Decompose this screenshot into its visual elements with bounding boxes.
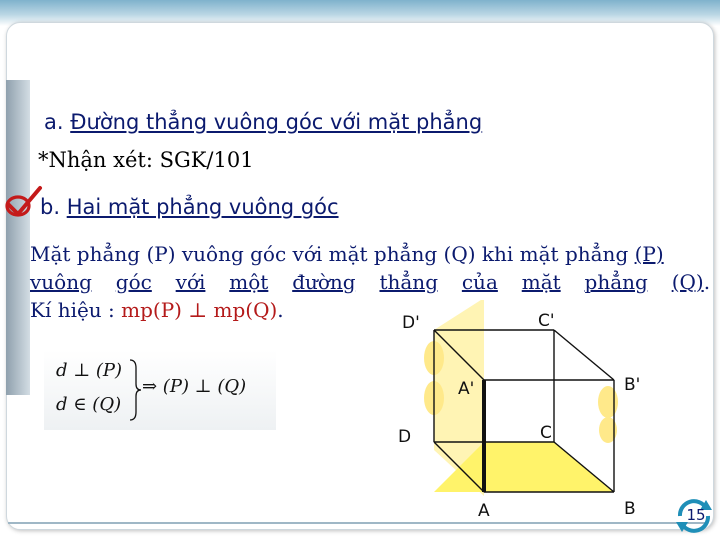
notation-formula: mp(P) ⊥ mp(Q): [121, 298, 278, 322]
vertex-label-d-prime: D': [402, 313, 420, 333]
formula-result: ⇒ (P) ⊥ (Q): [142, 376, 247, 397]
heading-b: [40, 195, 339, 219]
left-strip: [6, 80, 30, 395]
definition-word: góc: [115, 270, 152, 294]
heading-a-prefix: a.: [44, 110, 71, 134]
definition-word: phẳng: [584, 270, 648, 294]
vertex-label-c: C: [540, 423, 552, 443]
definition-word: thẳng: [379, 270, 438, 294]
vertex-label-b: B: [624, 499, 636, 519]
formula-box: [44, 350, 276, 430]
definition-word: của: [461, 270, 498, 294]
vertex-label-d: D: [398, 427, 412, 447]
checkmark-bullet-icon: [4, 184, 44, 222]
heading-b-text: Hai mặt phẳng vuông góc: [66, 195, 339, 219]
plane-shading-3: [598, 386, 618, 418]
definition-word: mặt: [521, 270, 561, 294]
heading-b-prefix: b.: [40, 195, 67, 219]
definition-word: đường: [292, 270, 356, 294]
notation-period: .: [277, 298, 284, 322]
definition-word: một: [229, 270, 269, 294]
heading-a: [44, 110, 482, 134]
definition-word: vuông: [30, 270, 92, 294]
vertex-label-a: A: [478, 501, 490, 521]
notation-label: Kí hiệu :: [30, 298, 122, 322]
heading-a-text: Đường thẳng vuông góc với mặt phẳng: [70, 110, 483, 134]
right-brace-icon: [128, 358, 142, 422]
definition-line-2: [30, 268, 710, 296]
vertex-label-c-prime: C': [538, 311, 555, 331]
geometry-figure: [380, 300, 680, 530]
definition-line-1-plane: (P): [634, 242, 664, 266]
definition-word-last: [672, 270, 710, 294]
definition-line-1-text: Mặt phẳng (P) vuông góc với mặt phẳng (Q) khi mặt phẳng: [30, 242, 635, 266]
vertex-label-a-prime: A': [458, 379, 475, 399]
formula-condition-1: d ⊥ (P): [56, 360, 123, 381]
definition-period: .: [703, 270, 711, 294]
vertex-label-b-prime: B': [624, 375, 641, 395]
remark-text: *Nhận xét: SGK/101: [38, 148, 254, 172]
page-number: 15: [686, 506, 706, 524]
definition-word: với: [175, 270, 206, 294]
formula-condition-2: d ∈ (Q): [56, 394, 122, 415]
edge-cprime-bprime: [554, 330, 614, 380]
definition-line-1: [30, 240, 710, 268]
definition-word: (Q): [671, 270, 704, 294]
